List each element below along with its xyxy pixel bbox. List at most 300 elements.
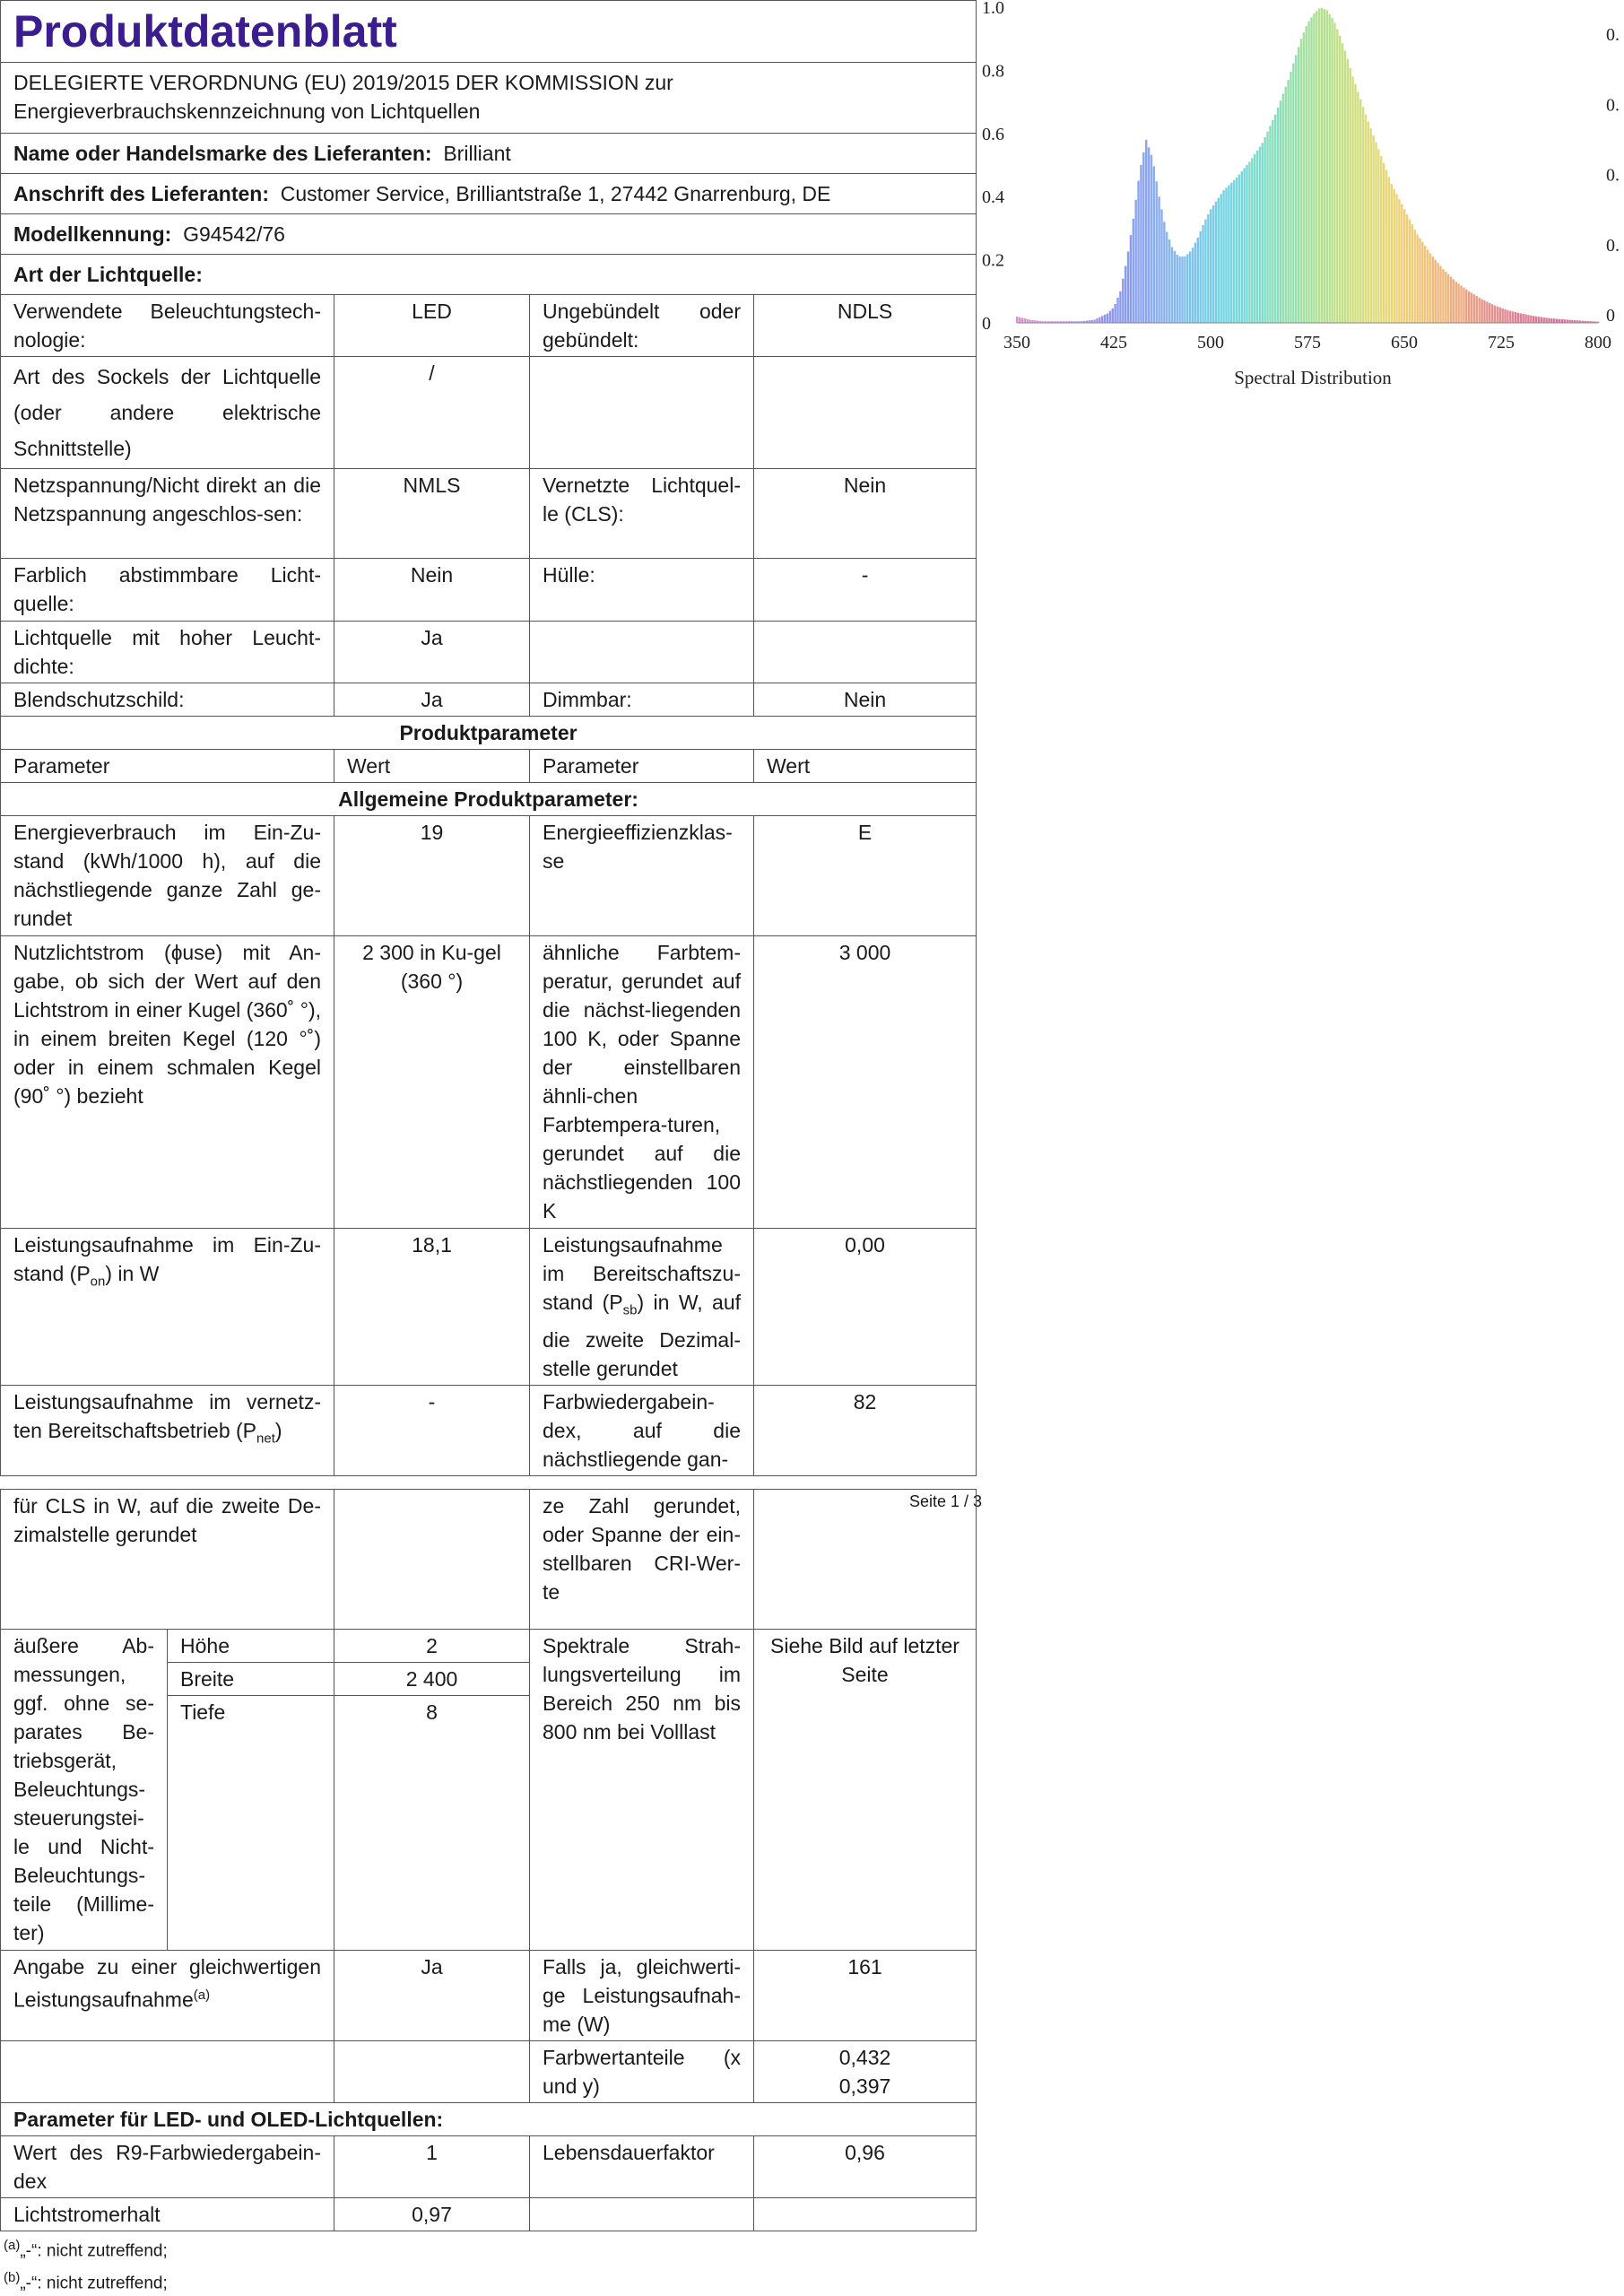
spectrum-bar (1365, 115, 1367, 323)
model-value: G94542/76 (183, 222, 285, 246)
col-value-1: Wert (334, 750, 530, 783)
spectrum-bar (1491, 304, 1493, 323)
spectrum-bar (1463, 288, 1464, 323)
spectrum-bar (1435, 260, 1437, 323)
spectrum-bar (1114, 304, 1116, 323)
spectrum-bar (1272, 120, 1273, 323)
spectrum-bar (1277, 108, 1279, 323)
spectrum-bar (1333, 23, 1335, 323)
spectrum-bar (1494, 306, 1496, 323)
spectrum-bar (1027, 319, 1029, 323)
spectrum-bar (1220, 194, 1222, 323)
spectrum-bar (1274, 115, 1276, 323)
spectrum-bar (1133, 219, 1134, 323)
right-tick-label: 0. (1606, 235, 1620, 256)
ls-technology-label: Verwendete Beleuchtungstech-nologie: (1, 295, 334, 357)
spectrum-bar (1029, 319, 1030, 323)
param-row-networked (1, 1385, 977, 1475)
ls-row-high-luminance (1, 622, 977, 683)
ls-cap-label: Art des Sockels der Lichtquelle (oder andere elektrische Schnittstelle) (1, 357, 334, 469)
spectrum-bar (1254, 154, 1255, 323)
depth-value: 8 (334, 1696, 530, 1951)
spectrum-bar (1156, 181, 1158, 323)
ls-empty-4 (754, 622, 977, 683)
empty-cell-a (1, 2041, 334, 2103)
spectrum-bar (1295, 56, 1297, 323)
spectrum-bar (1339, 36, 1341, 323)
networked-standby-value: - (334, 1385, 530, 1475)
ls-envelope-label: Hülle: (530, 559, 754, 622)
spectrum-bar (1486, 301, 1488, 323)
ls-mains-label: Netzspannung/Nicht direkt an die Netzspannung angeschlos-sen: (1, 469, 334, 559)
spectrum-bar (1093, 319, 1095, 323)
spectrum-bar (1181, 257, 1183, 323)
supplier-name-row (1, 134, 977, 174)
spectrum-bar (1222, 190, 1224, 323)
energy-consumption-value: 19 (334, 816, 530, 936)
spectrum-bar (1099, 317, 1100, 323)
spectrum-bar (1310, 17, 1312, 323)
spectrum-bar (1122, 279, 1124, 323)
spectrum-bar (1024, 318, 1026, 323)
param-row-dimensions (1, 1630, 977, 1663)
spectrum-bar (1101, 316, 1103, 323)
spectrum-bar (1316, 11, 1317, 323)
spectrum-bar (1096, 318, 1098, 323)
spectrum-bar (1241, 171, 1243, 323)
spectrum-bar (1331, 18, 1333, 323)
spectrum-bar (1421, 242, 1423, 323)
survival-factor-value: 0,96 (754, 2136, 977, 2198)
spectrum-bar (1347, 59, 1349, 323)
right-tick-label: 0. (1606, 25, 1620, 46)
spectrum-bar (1246, 165, 1247, 323)
param-row-chromaticity (1, 2041, 977, 2103)
supplier-address-row (1, 174, 977, 214)
spectrum-bar (1357, 91, 1359, 323)
energy-consumption-label: Energieverbrauch im Ein-Zu-stand (kWh/1000 h), auf die nächstliegende ganze Zahl ge-rundet (1, 816, 334, 936)
spectrum-bar (1391, 184, 1393, 323)
spectrum-bar (1362, 107, 1364, 323)
regulation-line-2: Energieverbrauchskennzeichnung von Lichtquellen (13, 100, 481, 123)
spectrum-bar (1130, 235, 1132, 323)
spectrum-bar (1553, 318, 1555, 323)
spectrum-bar (1520, 313, 1522, 323)
param-row-equivalent (1, 1951, 977, 2041)
spectrum-bar (1256, 151, 1258, 323)
empty-cell-c (530, 2198, 754, 2231)
spectrum-bar (1210, 209, 1211, 323)
spectrum-bar (1168, 239, 1170, 323)
spectrum-bar (1177, 255, 1178, 323)
spectrum-bar (1328, 14, 1330, 323)
r9-label: Wert des R9-Farbwiedergabein-dex (1, 2136, 334, 2198)
spectrum-bar (1457, 283, 1459, 323)
spectrum-bar (1403, 209, 1405, 323)
survival-factor-label: Lebensdauerfaktor (530, 2136, 754, 2198)
spectrum-bar (1507, 310, 1508, 323)
y-tick-label: 0 (982, 314, 991, 334)
product-params-heading: Produktparameter (1, 717, 977, 750)
param-row-maintenance (1, 2198, 977, 2231)
spectrum-bar (1541, 317, 1542, 323)
light-source-heading: Art der Lichtquelle: (1, 255, 977, 295)
spectrum-bar (1416, 234, 1418, 323)
empty-cell-d (754, 2198, 977, 2231)
y-tick-label: 0.6 (982, 124, 1004, 144)
spectrum-bar (1383, 163, 1385, 323)
footnote-b: $^{(b)}$„-“: nicht zutreffend; (4, 2270, 168, 2293)
spectrum-bar (1137, 181, 1139, 323)
spectrum-bar (1285, 87, 1287, 323)
spectrum-bar (1290, 72, 1291, 323)
spectrum-bar (1453, 279, 1455, 323)
regulation-line-1: DELEGIERTE VERORDNUNG (EU) 2019/2015 DER KOMMISSION zur (13, 71, 673, 94)
general-params-heading: Allgemeine Produktparameter: (1, 783, 977, 816)
param-row-power (1, 1229, 977, 1386)
spectrum-bar (1184, 257, 1185, 323)
chromaticity-label: Farbwertanteile (x und y) (530, 2041, 754, 2103)
y-tick-labels (982, 0, 1004, 334)
spectrum-bar (1409, 220, 1411, 323)
spectrum-bar (1148, 147, 1150, 323)
spectrum-bar (1354, 84, 1356, 323)
spectrum-bar (1419, 239, 1420, 323)
spectrum-bar (1243, 169, 1245, 323)
ls-cap-value: / (334, 357, 530, 469)
supplier-name-value: Brilliant (443, 142, 511, 165)
y-tick-label: 0.8 (982, 61, 1004, 82)
led-params-heading: Parameter für LED- und OLED-Lichtquellen: (1, 2103, 977, 2136)
page-number: Seite 1 / 3 (909, 1492, 983, 1510)
cri-label: Farbwiedergabein-dex, auf die nächstliegende gan- (530, 1385, 754, 1475)
spectrum-bar (1370, 128, 1372, 323)
spectral-label: Spektrale Strah-lungsverteilung im Bereich 250 nm bis 800 nm bei Volllast (530, 1630, 754, 1951)
param-row-flux (1, 936, 977, 1229)
spectrum-bar (1481, 300, 1482, 323)
dimensions-label: äußere Ab-messungen, ggf. ohne se-parates Be-triebsgerät, Beleuchtungs-steuerungstei-le und Nicht-Beleuchtungs-teile (Millime-ter) (1, 1630, 168, 1951)
spectrum-bar (1225, 187, 1227, 323)
x-tick-label: 500 (1197, 333, 1224, 352)
spectrum-bar (1021, 317, 1023, 323)
x-tick-label: 350 (1003, 333, 1030, 352)
spectrum-bar (1163, 222, 1165, 323)
networked-standby-value-cont (334, 1490, 530, 1630)
ls-dimmable-label: Dimmbar: (530, 683, 754, 717)
ls-row-technology (1, 295, 977, 357)
spectrum-bar (1566, 319, 1568, 323)
spectrum-bar (1303, 32, 1305, 323)
spectrum-bar (1192, 248, 1194, 323)
spectrum-bar (1140, 165, 1142, 323)
spectrum-bar (1300, 39, 1302, 323)
networked-standby-label-cont: für CLS in W, auf die zweite De-zimalstelle gerundet (1, 1490, 334, 1630)
spectrum-bar (1134, 200, 1136, 323)
spectrum-bar (1568, 320, 1570, 323)
spectrum-bar (1112, 309, 1114, 323)
standby-power-value: 0,00 (754, 1229, 977, 1386)
spectrum-bar (1497, 307, 1498, 323)
spectrum-bar (1326, 11, 1328, 323)
model-label: Modellkennung: (13, 222, 172, 246)
header-table (0, 0, 977, 1476)
param-row-continued (1, 1490, 977, 1630)
spectrum-bar (1116, 298, 1118, 323)
spectrum-bar (1527, 315, 1529, 323)
spectrum-bar (1437, 263, 1438, 323)
spectrum-bar (1109, 311, 1111, 323)
spectrum-bar (1483, 300, 1485, 323)
spectrum-bar (1107, 313, 1108, 323)
spectrum-bar (1388, 177, 1390, 323)
spectrum-bar (1522, 314, 1524, 323)
on-mode-power-value: 18,1 (334, 1229, 530, 1386)
spectrum-bar (1447, 274, 1449, 323)
spectrum-bar (1262, 143, 1264, 323)
spectrum-bar (1556, 318, 1558, 323)
spectrum-bar (1264, 137, 1265, 323)
ls-cls-value: Nein (754, 469, 977, 559)
equivalent-power-w-label: Falls ja, gleichwerti-ge Leistungsaufnah-me (W) (530, 1951, 754, 2041)
spectrum-bar (1016, 317, 1018, 323)
ls-directional-label: Ungebündelt oder gebündelt: (530, 295, 754, 357)
regulation-text (1, 63, 977, 134)
spectral-distribution-chart (979, 0, 1624, 395)
spectrum-bar (1160, 209, 1162, 323)
standby-power-label: Leistungsaufnahme im Bereitschaftszu-stand $(P_{sb})$ in W, auf die zweite Dezimal-stelle gerundet (530, 1229, 754, 1386)
x-tick-label: 425 (1100, 333, 1127, 352)
spectrum-bar (1212, 205, 1214, 323)
spectrum-bar (1460, 285, 1462, 323)
chart-xlabel: Spectral Distribution (1234, 367, 1392, 388)
params-column-headers (1, 750, 977, 783)
spectrum-bar (1489, 303, 1490, 323)
spectrum-bar (1512, 311, 1514, 323)
spectrum-bar (1336, 30, 1338, 323)
right-tick-label: 0. (1606, 95, 1620, 116)
spectrum-bar (1166, 232, 1168, 323)
height-label: Höhe (168, 1630, 334, 1663)
x-tick-label: 725 (1488, 333, 1515, 352)
spectrum-bar (1538, 317, 1540, 323)
spectrum-bar (1351, 76, 1353, 323)
spectrum-bars (1016, 8, 1599, 323)
spectrum-bar (1171, 248, 1173, 323)
spectrum-bar (1473, 294, 1475, 323)
spectrum-bar (1318, 8, 1320, 323)
spectrum-bar (1509, 311, 1511, 323)
cri-value: 82 (754, 1385, 977, 1475)
param-row-energy (1, 816, 977, 936)
spectrum-bar (1342, 43, 1343, 323)
spectrum-bar (1306, 26, 1307, 323)
spectrum-bar (1197, 238, 1199, 323)
spectrum-bar (1550, 318, 1552, 323)
spectrum-bar (1561, 319, 1563, 323)
spectrum-bar (1380, 156, 1382, 323)
spectrum-bar (1455, 282, 1457, 323)
cct-value: 3 000 (754, 936, 977, 1229)
spectrum-bar (1350, 68, 1351, 323)
supplier-address-value: Customer Service, Brilliantstraße 1, 27442 Gnarrenburg, DE (280, 182, 831, 205)
right-tick-label: 0. (1606, 165, 1620, 186)
x-tick-label: 575 (1294, 333, 1321, 352)
spectrum-bar (1104, 315, 1106, 323)
spectrum-bar (1228, 186, 1229, 323)
depth-label: Tiefe (168, 1696, 334, 1951)
empty-cell-b (334, 2041, 530, 2103)
spectrum-bar (1398, 199, 1400, 323)
spectrum-bar (1202, 225, 1203, 323)
height-value: 2 (334, 1630, 530, 1663)
spectrum-bar (1218, 198, 1220, 323)
ls-glare-label: Blendschutzschild: (1, 683, 334, 717)
spectrum-bar (1424, 246, 1426, 323)
spectrum-bar (1174, 251, 1176, 323)
x-tick-label: 650 (1391, 333, 1418, 352)
spectral-value: Siehe Bild auf letzter Seite (754, 1630, 977, 1951)
right-tick-label: 0 (1606, 306, 1615, 326)
networked-standby-label: Leistungsaufnahme im vernetz-ten Bereitschaftsbetrieb $(P_{net})$ (1, 1385, 334, 1475)
chromaticity-x: 0,432 (838, 2046, 891, 2069)
spectrum-bar (1324, 9, 1325, 323)
spectrum-bar (1194, 243, 1196, 323)
equivalent-power-w-value: 161 (754, 1951, 977, 2041)
params-continued-table (0, 1489, 977, 2231)
footnote-a: $^{(a)}$„-“: nicht zutreffend; (4, 2238, 168, 2261)
spectrum-bar (1442, 269, 1444, 323)
spectrum-bar (1564, 319, 1566, 323)
ls-row-tunable (1, 559, 977, 622)
spectrum-bar (1280, 100, 1281, 323)
spectrum-bar (1533, 316, 1534, 323)
spectrum-bar (1530, 316, 1532, 323)
spectrum-bar (1313, 13, 1315, 323)
r9-value: 1 (334, 2136, 530, 2198)
luminous-flux-value: 2 300 in Ku-gel (360 °) (334, 936, 530, 1229)
spectrum-bar (1501, 309, 1503, 323)
ls-row-cap (1, 357, 977, 469)
spectrum-bar (1377, 149, 1379, 323)
col-param-1: Parameter (1, 750, 334, 783)
spectrum-bar (1499, 308, 1501, 323)
spectrum-bar (1427, 249, 1429, 323)
spectrum-bar (1230, 183, 1232, 323)
spectrum-bar (1414, 230, 1416, 323)
spectrum-bar (1298, 47, 1299, 323)
ls-row-mains (1, 469, 977, 559)
ls-empty-1 (530, 357, 754, 469)
spectrum-bar (1504, 309, 1506, 323)
spectrum-bar (1432, 257, 1434, 323)
spectrum-bar (1395, 194, 1397, 323)
spectrum-bar (1559, 319, 1560, 323)
spectrum-bar (1385, 170, 1387, 323)
width-label: Breite (168, 1663, 334, 1696)
equivalent-power-flag: Ja (334, 1951, 530, 2041)
spectrum-bar (1259, 147, 1261, 323)
spectrum-bar (1189, 251, 1191, 323)
spectrum-bar (1468, 291, 1470, 323)
spectrum-bar (1548, 318, 1550, 323)
spectrum-bar (1368, 121, 1369, 323)
spectrum-bar (1543, 317, 1545, 323)
x-tick-labels (1003, 333, 1611, 352)
spectrum-bar (1142, 152, 1144, 323)
spectrum-bar (1471, 293, 1472, 323)
spectrum-bar (1307, 21, 1309, 323)
spectrum-bar (1119, 291, 1121, 323)
spectrum-bar (1515, 312, 1516, 323)
supplier-address-label: Anschrift des Lieferanten: (13, 182, 269, 205)
energy-class-value: E (754, 816, 977, 936)
model-row (1, 214, 977, 255)
spectrum-bar (1204, 220, 1206, 323)
spectrum-bar (1344, 51, 1346, 323)
spectrum-bar (1269, 126, 1271, 323)
luminous-flux-label: Nutzlichtstrom (ɸuse) mit An-gabe, ob sich der Wert auf den Lichtstrom in einer Kugel (360˚ °), in einem breiten Kegel (120 °˚) oder in einem schmalen Kegel (90˚ °) bezieht (1, 936, 334, 1229)
y-tick-label: 0.4 (982, 187, 1004, 208)
spectrum-bar (1465, 290, 1467, 323)
spectrum-bar (1151, 155, 1152, 323)
ls-row-glare (1, 683, 977, 717)
spectrum-bar (1215, 202, 1217, 323)
spectrum-bar (1178, 257, 1180, 323)
page-title: Produktdatenblatt (1, 1, 977, 63)
spectrum-bar (1199, 231, 1201, 323)
spectrum-bar (1248, 161, 1250, 323)
spectrum-bar (1479, 298, 1481, 323)
datasheet-page-2 (0, 1489, 976, 2231)
spectrum-bar (1406, 214, 1408, 323)
spectrum-bar (1207, 214, 1209, 323)
spectrum-bar (1375, 143, 1376, 323)
param-row-r9 (1, 2136, 977, 2198)
spectrum-bar (1535, 317, 1537, 323)
y-tick-label: 1.0 (982, 0, 1004, 18)
spectrum-bar (1238, 175, 1240, 323)
ls-technology-value: LED (334, 295, 530, 357)
spectrum-bar (1393, 189, 1394, 323)
spectrum-bar (1266, 132, 1268, 323)
on-mode-power-label: Leistungsaufnahme im Ein-Zu-stand $(P_{on})$ in W (1, 1229, 334, 1386)
ls-empty-3 (530, 622, 754, 683)
spectrum-bar (1158, 196, 1159, 323)
spectrum-bar (1401, 204, 1403, 323)
spectrum-bar (1429, 254, 1431, 323)
ls-glare-value: Ja (334, 683, 530, 717)
spectrum-bar (1524, 315, 1526, 323)
spectrum-bar (1517, 313, 1519, 323)
ls-envelope-value: - (754, 559, 977, 622)
ls-dimmable-value: Nein (754, 683, 977, 717)
y-tick-label: 0.2 (982, 250, 1004, 271)
spectrum-bar (1153, 166, 1155, 323)
spectrum-bar (1186, 254, 1188, 323)
spectrum-bar (1445, 272, 1446, 323)
spectrum-bar (1359, 100, 1361, 323)
chromaticity-value (754, 2041, 977, 2103)
ls-empty-2 (754, 357, 977, 469)
datasheet-page-1 (0, 0, 976, 1476)
spectrum-bar (1233, 180, 1235, 323)
spectrum-bar (1236, 178, 1238, 323)
spectrum-bar (1545, 317, 1547, 323)
spectrum-bar (1411, 224, 1413, 323)
spectrum-bar (1321, 8, 1323, 323)
cri-value-cont (754, 1490, 977, 1630)
cct-label: ähnliche Farbtem-peratur, gerundet auf die nächst-liegenden 100 K, oder Spanne der einstellbaren ähnli-chen Farbtempera-turen, gerundet auf die nächstliegenden 100 K (530, 936, 754, 1229)
